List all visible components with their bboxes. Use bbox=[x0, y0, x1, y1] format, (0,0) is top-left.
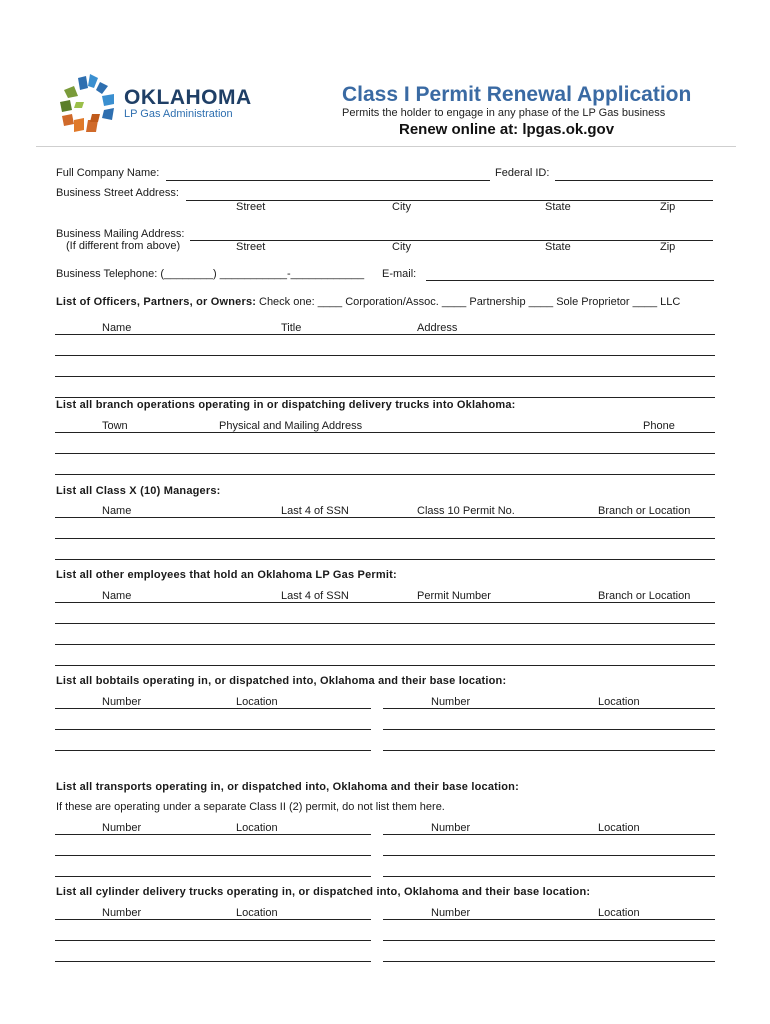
transports-note: If these are operating under a separate Class II (2) permit, do not list them here. bbox=[56, 801, 445, 813]
cylinders-col-number-right: Number bbox=[431, 907, 471, 919]
mailing-address-note: (If different from above) bbox=[66, 240, 181, 252]
employees-row-line[interactable] bbox=[55, 644, 715, 645]
mailing-part-zip: Zip bbox=[660, 241, 676, 253]
federal-id-field[interactable] bbox=[555, 180, 713, 181]
mailing-part-street: Street bbox=[236, 241, 266, 253]
bobtails-row-line[interactable] bbox=[55, 750, 371, 751]
branches-row-line[interactable] bbox=[55, 453, 715, 454]
managers-col-name: Name bbox=[102, 505, 132, 517]
company-name-label: Full Company Name: bbox=[56, 167, 160, 179]
mailing-address-field[interactable] bbox=[190, 240, 713, 241]
transports-row-line[interactable] bbox=[383, 855, 715, 856]
managers-row-line[interactable] bbox=[55, 559, 715, 560]
managers-heading: List all Class X (10) Managers: bbox=[56, 485, 221, 497]
managers-col-permit: Class 10 Permit No. bbox=[417, 505, 515, 517]
transports-row-line[interactable] bbox=[55, 876, 371, 877]
page-title: Class I Permit Renewal Application bbox=[342, 83, 692, 106]
transports-col-location-right: Location bbox=[598, 822, 640, 834]
page-subtitle: Permits the holder to engage in any phase of the LP Gas business bbox=[342, 107, 666, 119]
cylinders-row-line[interactable] bbox=[383, 961, 715, 962]
branches-heading: List all branch operations operating in or dispatching delivery trucks into Oklahoma: bbox=[56, 399, 516, 411]
officers-row-line[interactable] bbox=[55, 397, 715, 398]
employees-col-branch: Branch or Location bbox=[598, 590, 691, 602]
transports-row-line[interactable] bbox=[55, 855, 371, 856]
bobtails-col-location-left: Location bbox=[236, 696, 278, 708]
street-part-city: City bbox=[392, 201, 411, 213]
street-address-label: Business Street Address: bbox=[56, 187, 179, 199]
cylinders-row-line[interactable] bbox=[55, 940, 371, 941]
org-subname: LP Gas Administration bbox=[124, 108, 233, 120]
bobtails-col-number-right: Number bbox=[431, 696, 471, 708]
transports-heading: List all transports operating in, or dispatched into, Oklahoma and their base location: bbox=[56, 781, 519, 793]
bobtails-row-line[interactable] bbox=[383, 708, 715, 709]
mailing-part-state: State bbox=[545, 241, 571, 253]
employees-col-ssn: Last 4 of SSN bbox=[281, 590, 349, 602]
header-divider bbox=[36, 146, 736, 147]
branches-row-line[interactable] bbox=[55, 474, 715, 475]
cylinders-col-location-left: Location bbox=[236, 907, 278, 919]
officers-row-line[interactable] bbox=[55, 334, 715, 335]
branches-row-line[interactable] bbox=[55, 432, 715, 433]
company-name-field[interactable] bbox=[166, 180, 490, 181]
federal-id-label: Federal ID: bbox=[495, 167, 550, 179]
bobtails-col-location-right: Location bbox=[598, 696, 640, 708]
email-label: E-mail: bbox=[382, 268, 417, 280]
bobtails-col-number-left: Number bbox=[102, 696, 142, 708]
transports-col-number-right: Number bbox=[431, 822, 471, 834]
officers-col-address: Address bbox=[417, 322, 458, 334]
transports-col-location-left: Location bbox=[236, 822, 278, 834]
branches-col-address: Physical and Mailing Address bbox=[219, 420, 363, 432]
managers-col-branch: Branch or Location bbox=[598, 505, 691, 517]
officers-col-title: Title bbox=[281, 322, 302, 334]
logo bbox=[56, 72, 120, 136]
entity-type-checkboxes[interactable]: Check one: ____ Corporation/Assoc. ____ Partnership ____ Sole Proprietor ____ LLC bbox=[259, 296, 681, 308]
employees-col-name: Name bbox=[102, 590, 132, 602]
managers-col-ssn: Last 4 of SSN bbox=[281, 505, 349, 517]
officers-row-line[interactable] bbox=[55, 376, 715, 377]
bobtails-heading: List all bobtails operating in, or dispatched into, Oklahoma and their base location: bbox=[56, 675, 507, 687]
employees-row-line[interactable] bbox=[55, 602, 715, 603]
renew-online-link[interactable]: Renew online at: lpgas.ok.gov bbox=[399, 121, 615, 138]
org-name: OKLAHOMA bbox=[124, 86, 252, 109]
bobtails-row-line[interactable] bbox=[55, 729, 371, 730]
employees-row-line[interactable] bbox=[55, 665, 715, 666]
mailing-address-label: Business Mailing Address: bbox=[56, 228, 185, 240]
branches-col-phone: Phone bbox=[643, 420, 675, 432]
officers-col-name: Name bbox=[102, 322, 132, 334]
officers-heading: List of Officers, Partners, or Owners: bbox=[56, 296, 257, 308]
cylinders-row-line[interactable] bbox=[55, 919, 371, 920]
employees-col-permit: Permit Number bbox=[417, 590, 491, 602]
officers-row-line[interactable] bbox=[55, 355, 715, 356]
transports-row-line[interactable] bbox=[55, 834, 371, 835]
branches-col-town: Town bbox=[102, 420, 128, 432]
street-part-zip: Zip bbox=[660, 201, 676, 213]
bobtails-row-line[interactable] bbox=[383, 729, 715, 730]
cylinders-col-location-right: Location bbox=[598, 907, 640, 919]
employees-heading: List all other employees that hold an Oklahoma LP Gas Permit: bbox=[56, 569, 397, 581]
cylinders-row-line[interactable] bbox=[55, 961, 371, 962]
mailing-part-city: City bbox=[392, 241, 411, 253]
managers-row-line[interactable] bbox=[55, 517, 715, 518]
managers-row-line[interactable] bbox=[55, 538, 715, 539]
cylinders-heading: List all cylinder delivery trucks operating in, or dispatched into, Oklahoma and their base location: bbox=[56, 886, 591, 898]
transports-col-number-left: Number bbox=[102, 822, 142, 834]
cylinders-row-line[interactable] bbox=[383, 940, 715, 941]
oklahoma-star-logo-icon bbox=[56, 72, 120, 136]
employees-row-line[interactable] bbox=[55, 623, 715, 624]
cylinders-row-line[interactable] bbox=[383, 919, 715, 920]
street-part-state: State bbox=[545, 201, 571, 213]
bobtails-row-line[interactable] bbox=[55, 708, 371, 709]
email-field[interactable] bbox=[426, 280, 714, 281]
transports-row-line[interactable] bbox=[383, 834, 715, 835]
transports-row-line[interactable] bbox=[383, 876, 715, 877]
cylinders-col-number-left: Number bbox=[102, 907, 142, 919]
telephone-field[interactable]: Business Telephone: (________) ___________-____________ bbox=[56, 268, 365, 280]
street-part-street: Street bbox=[236, 201, 266, 213]
bobtails-row-line[interactable] bbox=[383, 750, 715, 751]
